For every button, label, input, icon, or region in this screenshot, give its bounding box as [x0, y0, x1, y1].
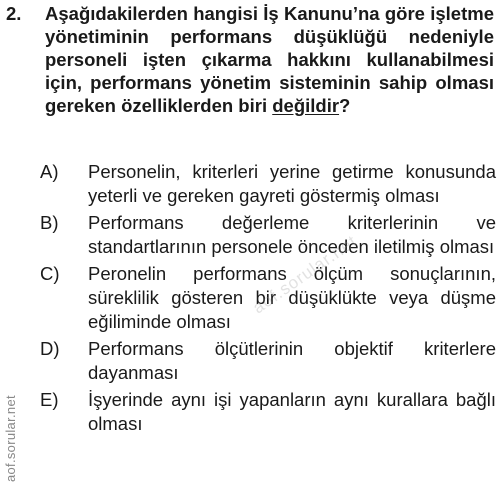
option-d-letter: D)	[40, 338, 60, 359]
diagonal-watermark: aof.sorular.net	[249, 231, 361, 318]
option-d[interactable]	[40, 337, 496, 385]
side-watermark	[0, 372, 22, 484]
question-stem	[45, 2, 494, 117]
question-stem-emphasis: değildir	[272, 95, 340, 116]
option-b-letter: B)	[40, 212, 59, 233]
option-e[interactable]	[40, 388, 496, 436]
option-b[interactable]	[40, 211, 496, 259]
side-watermark-text: aof.sorular.net	[3, 395, 18, 482]
option-b-text: Performans değerleme kriterlerinin ve standartlarının personele önceden iletilmiş olması	[88, 212, 496, 257]
option-e-letter: E)	[40, 389, 59, 410]
option-c-letter: C)	[40, 263, 60, 284]
option-a-letter: A)	[40, 161, 59, 182]
option-d-text: Performans ölçütlerinin objektif kriterlere dayanması	[88, 338, 496, 383]
option-a-text: Personelin, kriterleri yerine getirme konusunda yeterli ve gereken gayreti göstermiş olması	[88, 161, 496, 206]
option-a[interactable]	[40, 160, 496, 208]
option-c-text: Peronelin performans ölçüm sonuçlarının, süreklilik gösteren bir düşüklükte veya düşme eğiliminde olması	[88, 263, 496, 332]
question-stem-text: Aşağıdakilerden hangisi İş Kanunu’na göre işletme yönetiminin performans düşüklüğü nedeniyle personeli işten çıkarma hakkını kullanabilmesi için, performans yönetim sisteminin sahip olması gereken özelliklerden biri	[45, 3, 494, 116]
question-number: 2.	[6, 3, 22, 24]
option-e-text: İşyerinde aynı işi yapanların aynı kurallara bağlı olması	[88, 389, 496, 434]
question-stem-end: ?	[339, 95, 351, 116]
